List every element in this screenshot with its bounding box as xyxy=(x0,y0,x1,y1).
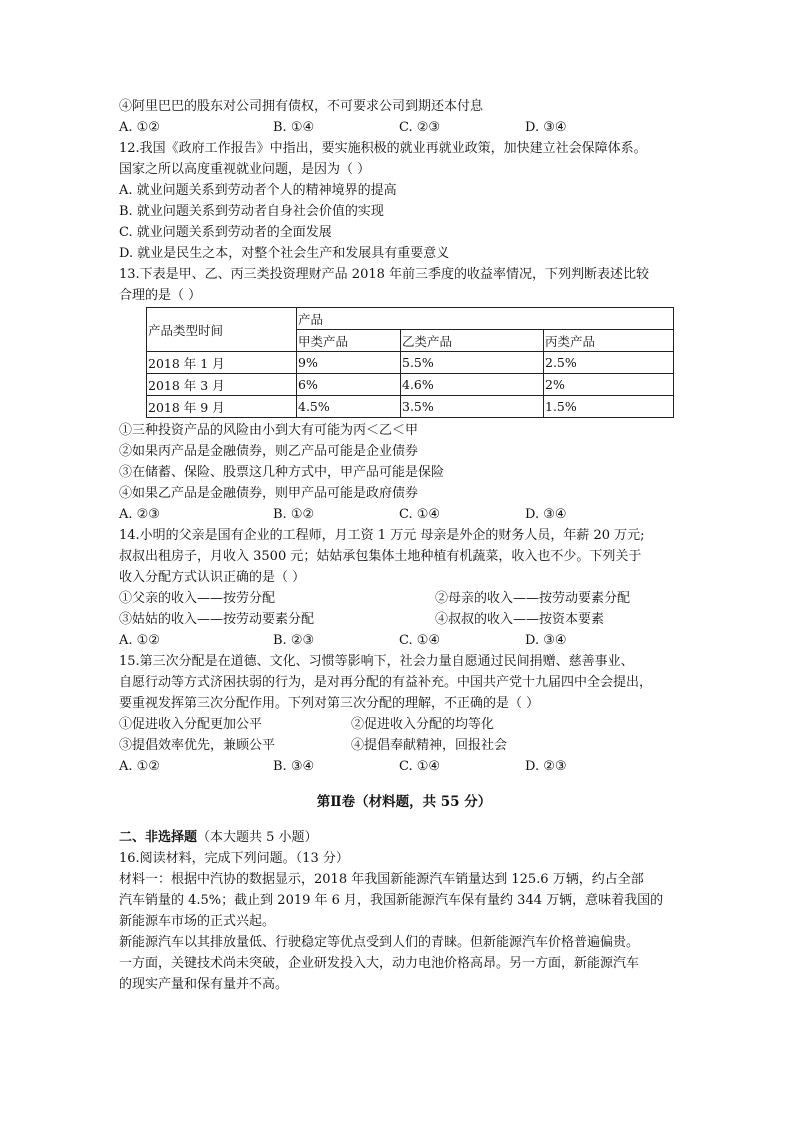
cell-yi: 3.5% xyxy=(401,396,544,418)
material-line-3: 新能源车市场的正式兴起。 xyxy=(119,914,276,929)
option-d: D. ③④ xyxy=(525,120,567,135)
material-line-5: 一方面，关键技术尚未突破，企业研发投入大，动力电池价格高昂。另一方面，新能源汽车 xyxy=(119,956,640,971)
q15-options xyxy=(119,756,679,777)
q14-statement-2: ②母亲的收入——按劳动要素分配 xyxy=(435,591,631,606)
option-c: C. ①④ xyxy=(399,759,441,774)
cell-jia: 9% xyxy=(297,352,401,374)
q14-statement-row-1 xyxy=(119,588,679,609)
option-d: D. ③④ xyxy=(525,633,567,648)
row-date: 2018 年 3 月 xyxy=(147,374,297,396)
option-b: B. ①② xyxy=(273,507,315,522)
row-date: 2018 年 9 月 xyxy=(147,396,297,418)
section-title xyxy=(119,827,679,848)
q12-stem-line-1: 12.我国《政府工作报告》中指出，要实施积极的就业再就业政策，加快建立社会保障体系。 xyxy=(119,141,647,156)
cell-jia: 6% xyxy=(297,374,401,396)
exam-page xyxy=(119,96,679,995)
q15-stem-line-3: 要重视发挥第三次分配作用。下列对第三次分配的理解，不正确的是（ ） xyxy=(119,696,540,711)
option-a: A. ①② xyxy=(119,120,160,135)
option-a: A. ①② xyxy=(119,633,160,648)
material-line-4: 新能源汽车以其排放量低、行驶稳定等优点受到人们的青睐。但新能源汽车价格普遍偏贵。 xyxy=(119,935,640,950)
q14-stem-line-2: 叔叔出租房子，月收入 3500 元；姑姑承包集体土地种植有机蔬菜，收入也不少。下列关于 xyxy=(119,549,642,564)
q12-option-a: A. 就业问题关系到劳动者个人的精神境界的提高 xyxy=(119,183,397,198)
q13-statement-1: ①三种投资产品的风险由小到大有可能为丙＜乙＜甲 xyxy=(119,423,419,438)
q11-statement-4: ④阿里巴巴的股东对公司拥有债权，不可要求公司到期还本付息 xyxy=(119,99,484,114)
header-bing: 丙类产品 xyxy=(544,330,674,352)
q15-stem-line-2: 自愿行动等方式济困扶弱的行为，是对再分配的有益补充。中国共产党十九届四中全会提出， xyxy=(119,675,653,690)
q14-statement-1: ①父亲的收入——按劳分配 xyxy=(119,591,276,606)
q16-stem: 16.阅读材料，完成下列问题。（13 分） xyxy=(119,851,349,866)
q11-options xyxy=(119,117,679,138)
q14-stem-line-3: 收入分配方式认识正确的是（ ） xyxy=(119,570,306,585)
q15-statement-2: ②促进收入分配的均等化 xyxy=(351,717,495,732)
header-yi: 乙类产品 xyxy=(401,330,544,352)
q14-statement-3: ③姑姑的收入——按劳动要素分配 xyxy=(119,612,315,627)
q15-statement-row-1 xyxy=(119,714,679,735)
q12-option-b: B. 就业问题关系到劳动者自身社会价值的实现 xyxy=(119,204,384,219)
table-row xyxy=(147,396,674,418)
option-b: B. ③④ xyxy=(273,759,315,774)
q12-option-c: C. 就业问题关系到劳动者的全面发展 xyxy=(119,225,332,240)
q14-options xyxy=(119,630,679,651)
cell-bing: 2% xyxy=(544,374,674,396)
header-jia: 甲类产品 xyxy=(297,330,401,352)
cell-bing: 1.5% xyxy=(544,396,674,418)
q15-statement-1: ①促进收入分配更加公平 xyxy=(119,717,263,732)
q14-statement-row-2 xyxy=(119,609,679,630)
option-c: C. ①④ xyxy=(399,633,441,648)
yield-table xyxy=(146,307,674,418)
q12-stem-line-2: 国家之所以高度重视就业问题，是因为（ ） xyxy=(119,162,371,177)
cell-jia: 4.5% xyxy=(297,396,401,418)
option-a: A. ②③ xyxy=(119,507,160,522)
material-line-1: 材料一：根据中汽协的数据显示，2018 年我国新能源汽车销量达到 125.6 万辆，约占全部 xyxy=(119,872,644,887)
table-corner-cell: 产品类型时间 xyxy=(147,308,297,352)
option-c: C. ②③ xyxy=(399,120,441,135)
q15-statement-row-2 xyxy=(119,735,679,756)
table-row xyxy=(147,374,674,396)
q13-statement-2: ②如果丙产品是金融债券，则乙产品可能是企业债券 xyxy=(119,444,419,459)
q13-stem-line-2: 合理的是（ ） xyxy=(119,288,202,303)
q13-options xyxy=(119,504,679,525)
row-date: 2018 年 1 月 xyxy=(147,352,297,374)
q13-statement-3: ③在储蓄、保险、股票这几种方式中，甲产品可能是保险 xyxy=(119,465,445,480)
q13-stem-line-1: 13.下表是甲、乙、丙三类投资理财产品 2018 年前三季度的收益率情况，下列判断表述比较 xyxy=(119,267,650,282)
table-header-row xyxy=(147,308,674,330)
q13-statement-4: ④如果乙产品是金融债券，则甲产品可能是政府债券 xyxy=(119,486,419,501)
cell-yi: 4.6% xyxy=(401,374,544,396)
option-b: B. ②③ xyxy=(273,633,315,648)
option-a: A. ①② xyxy=(119,759,160,774)
q15-statement-4: ④提倡奉献精神，回报社会 xyxy=(351,738,508,753)
section-title-bold: 二、非选择题 xyxy=(119,830,198,845)
option-d: D. ②③ xyxy=(525,759,567,774)
option-b: B. ①④ xyxy=(273,120,315,135)
q15-stem-line-1: 15.第三次分配是在道德、文化、习惯等影响下，社会力量自愿通过民间捐赠、慈善事业、 xyxy=(119,654,634,669)
material-line-2: 汽车销量的 4.5%；截止到 2019 年 6 月，我国新能源汽车保有量约 344 万辆，意味着我国的 xyxy=(119,893,664,908)
option-d: D. ③④ xyxy=(525,507,567,522)
cell-bing: 2.5% xyxy=(544,352,674,374)
table-group-header: 产品 xyxy=(297,308,674,330)
part-2-heading: 第Ⅱ卷（材料题，共 55 分） xyxy=(316,794,492,810)
q15-statement-3: ③提倡效率优先，兼顾公平 xyxy=(119,738,276,753)
q14-stem-line-1: 14.小明的父亲是国有企业的工程师，月工资 1 万元 母亲是外企的财务人员，年薪 20 万元; xyxy=(119,528,645,543)
q14-statement-4: ④叔叔的收入——按资本要素 xyxy=(435,612,605,627)
table-row xyxy=(147,352,674,374)
cell-yi: 5.5% xyxy=(401,352,544,374)
option-c: C. ①④ xyxy=(399,507,441,522)
section-title-note: （本大题共 5 小题） xyxy=(197,830,318,845)
q12-option-d: D. 就业是民生之本，对整个社会生产和发展具有重要意义 xyxy=(119,246,450,261)
material-line-6: 的现实产量和保有量并不高。 xyxy=(119,977,289,992)
